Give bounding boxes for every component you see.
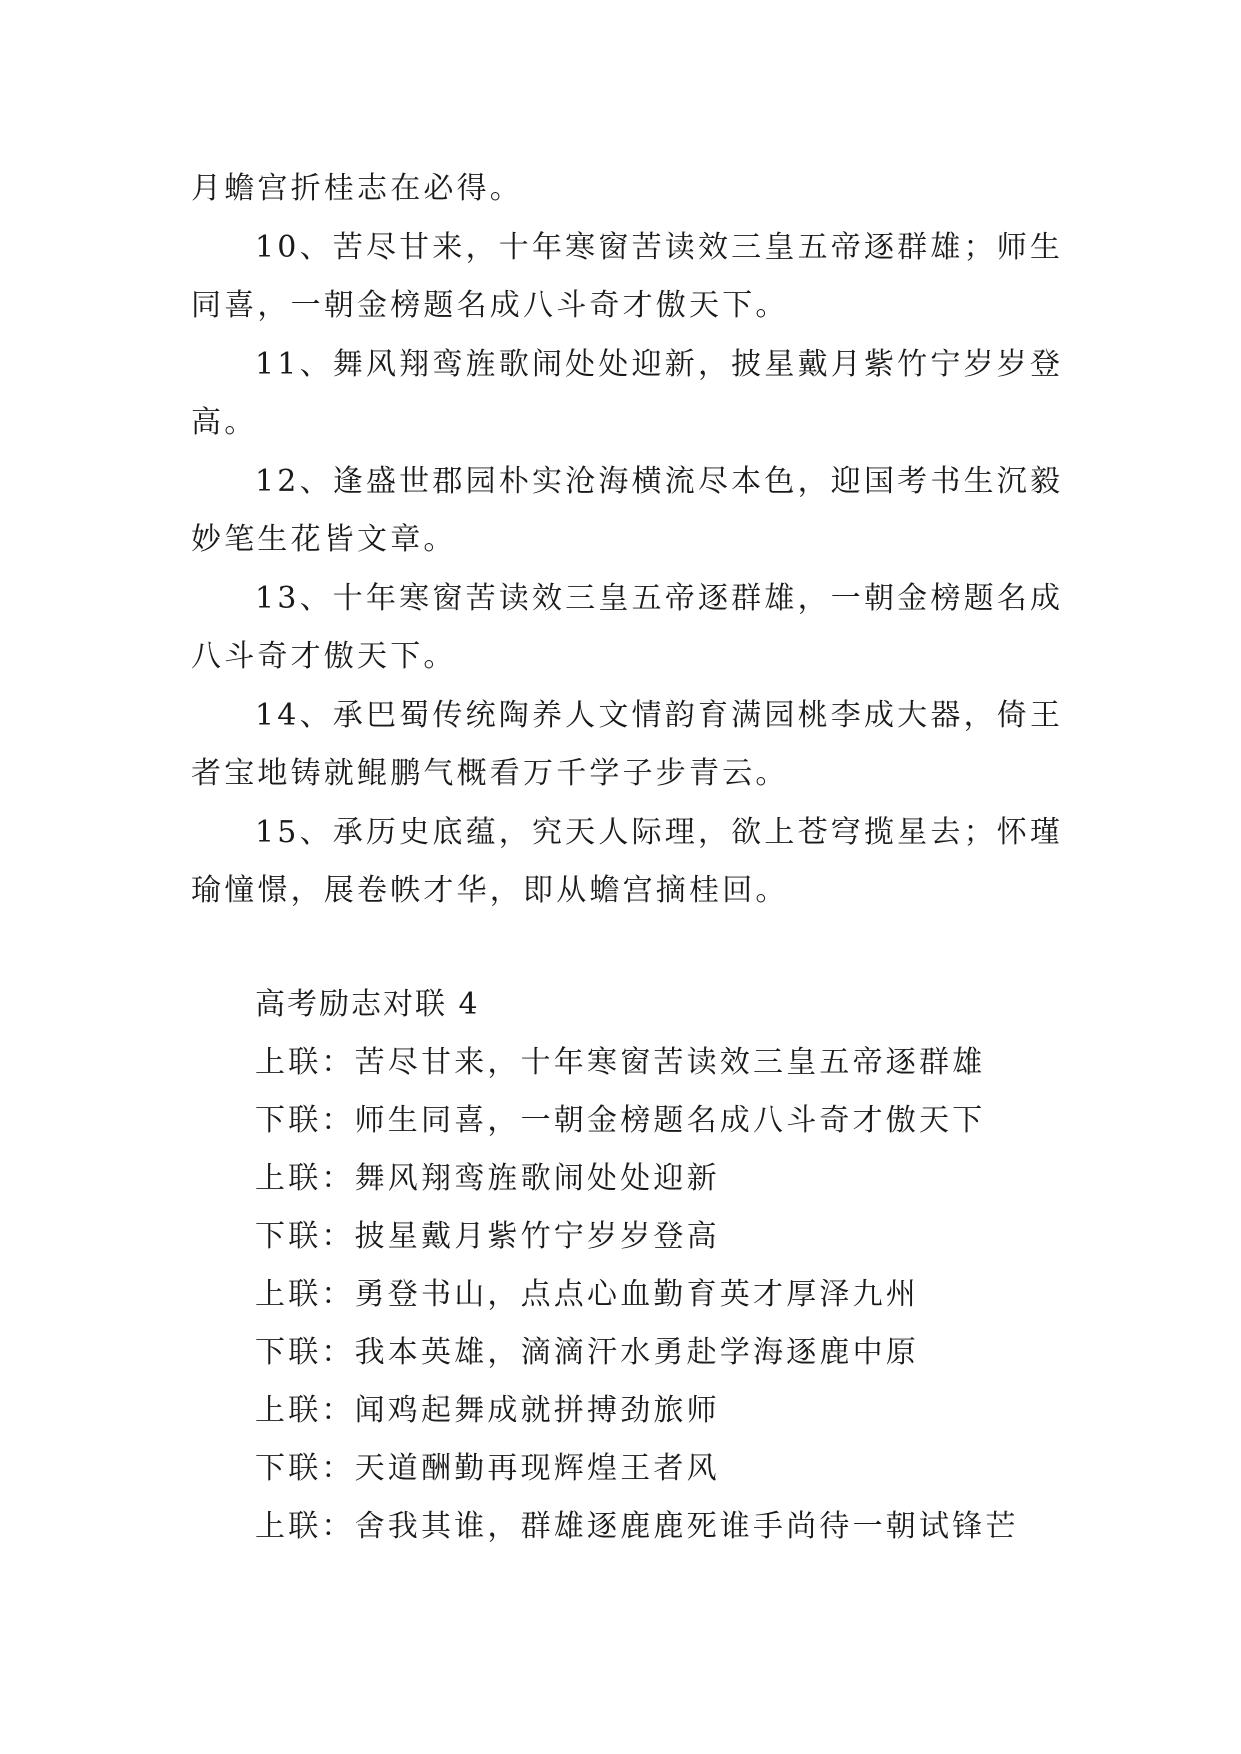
- paragraph-line: 13、十年寒窗苦读效三皇五帝逐群雄，一朝金榜题名成: [255, 580, 1064, 616]
- paragraph-line: 15、承历史底蕴，究天人际理，欲上苍穹揽星去；怀瑾: [255, 814, 1064, 850]
- couplet-section: [255, 976, 1055, 1556]
- paragraph-line: 瑜憧憬，展卷帙才华，即从蟾宫摘桂回。: [191, 873, 789, 908]
- section-title: 高考励志对联 4: [255, 987, 480, 1022]
- body-text: [191, 160, 1064, 921]
- couplet-line: 上联：闻鸡起舞成就拼搏劲旅师: [255, 1393, 720, 1428]
- paragraph-line: 妙笔生花皆文章。: [191, 522, 457, 557]
- couplet-line: 下联：天道酬勤再现辉煌王者风: [255, 1451, 720, 1486]
- couplet-line: 下联：师生同喜，一朝金榜题名成八斗奇才傲天下: [255, 1103, 986, 1138]
- paragraph-line: 者宝地铸就鲲鹏气概看万千学子步青云。: [191, 756, 789, 791]
- paragraph-line: 高。: [191, 405, 258, 440]
- paragraph-line: 11、舞风翔鸾旌歌闹处处迎新，披星戴月紫竹宁岁岁登: [255, 346, 1064, 382]
- paragraph-line: 月蟾宫折桂志在必得。: [191, 171, 523, 206]
- paragraph-line: 12、逢盛世郡园朴实沧海横流尽本色，迎国考书生沉毅: [255, 463, 1064, 499]
- couplet-line: 下联：披星戴月紫竹宁岁岁登高: [255, 1219, 720, 1254]
- paragraph-line: 14、承巴蜀传统陶养人文情韵育满园桃李成大器，倚王: [255, 697, 1064, 733]
- couplet-line: 上联：苦尽甘来，十年寒窗苦读效三皇五帝逐群雄: [255, 1045, 986, 1080]
- couplet-line: 上联：舞风翔鸾旌歌闹处处迎新: [255, 1161, 720, 1196]
- couplet-line: 上联：舍我其谁，群雄逐鹿鹿死谁手尚待一朝试锋芒: [255, 1509, 1019, 1544]
- paragraph-line: 10、苦尽甘来，十年寒窗苦读效三皇五帝逐群雄；师生: [255, 229, 1064, 265]
- couplet-line: 下联：我本英雄，滴滴汗水勇赴学海逐鹿中原: [255, 1335, 919, 1370]
- paragraph-line: 八斗奇才傲天下。: [191, 639, 457, 674]
- couplet-line: 上联：勇登书山，点点心血勤育英才厚泽九州: [255, 1277, 919, 1312]
- paragraph-line: 同喜，一朝金榜题名成八斗奇才傲天下。: [191, 288, 789, 323]
